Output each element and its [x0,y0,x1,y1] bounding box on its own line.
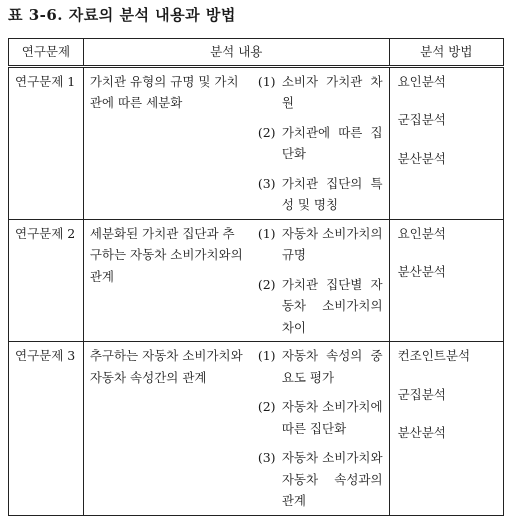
question-cell: 연구문제 1 [9,66,84,219]
item-text: 자동차 속성의 중요도 평가 [281,348,383,385]
item-number: (1) [257,225,276,241]
method-label: 군집분석 [397,112,446,127]
analysis-item [258,274,383,339]
methods-cell [389,342,503,516]
table-caption: 표 3-6. 자료의 분석 내용과 방법 [8,6,236,24]
item-number: (3) [257,175,276,191]
description-text: 세분화된 가치관 집단과 추구하는 자동차 소비가치와의 관계 [89,225,243,284]
question-cell: 연구문제 3 [9,342,84,516]
description-text: 추구하는 자동차 소비가치와 자동차 속성간의 관계 [89,348,243,385]
description-cell [83,342,251,516]
item-number: (2) [257,399,276,414]
item-text: 가치관 집단별 자동차 소비가치의 차이 [281,276,383,335]
table-row [9,342,504,516]
item-text: 자동차 소비가치의 규명 [281,225,383,262]
analysis-table [8,38,504,516]
analysis-item [258,223,383,266]
description-text: 가치관 유형의 규명 및 가치관에 따른 세분화 [89,73,239,110]
item-number: (3) [257,450,276,465]
method-label: 요인분석 [397,225,446,241]
header-question: 연구문제 [9,39,84,67]
table-row [9,66,504,219]
question-cell: 연구문제 2 [9,219,84,342]
analysis-item [258,345,383,388]
method-label: 컨조인트분석 [397,348,471,363]
method-label: 분산분석 [397,264,446,279]
header-method: 분석 방법 [389,39,503,67]
method-label: 분산분석 [397,150,446,166]
analysis-item [258,173,383,216]
description-cell [83,219,251,342]
item-number: (1) [257,348,276,363]
analysis-item [258,396,383,439]
description-cell [83,66,251,219]
item-text: 자동차 소비가치에 따른 집단화 [281,399,383,436]
header-content: 분석 내용 [83,39,389,67]
analysis-item [258,447,383,512]
analysis-item [258,122,383,165]
item-text: 가치관에 따른 집단화 [281,124,383,161]
item-number: (2) [257,276,276,292]
analysis-item [258,71,383,114]
items-cell [252,342,389,516]
table-row [9,219,504,342]
item-number: (2) [257,124,276,140]
item-text: 가치관 집단의 특성 및 명칭 [281,175,383,212]
item-number: (1) [257,73,276,89]
method-label: 분산분석 [397,425,446,440]
item-text: 자동차 소비가치와 자동차 속성과의 관계 [281,450,383,508]
method-label: 요인분석 [397,73,446,89]
item-text: 소비자 가치관 차원 [281,73,383,110]
items-cell [252,66,389,219]
methods-cell [389,219,503,342]
header-row [9,39,504,67]
methods-cell [389,66,503,219]
method-label: 군집분석 [397,386,446,402]
items-cell [252,219,389,342]
